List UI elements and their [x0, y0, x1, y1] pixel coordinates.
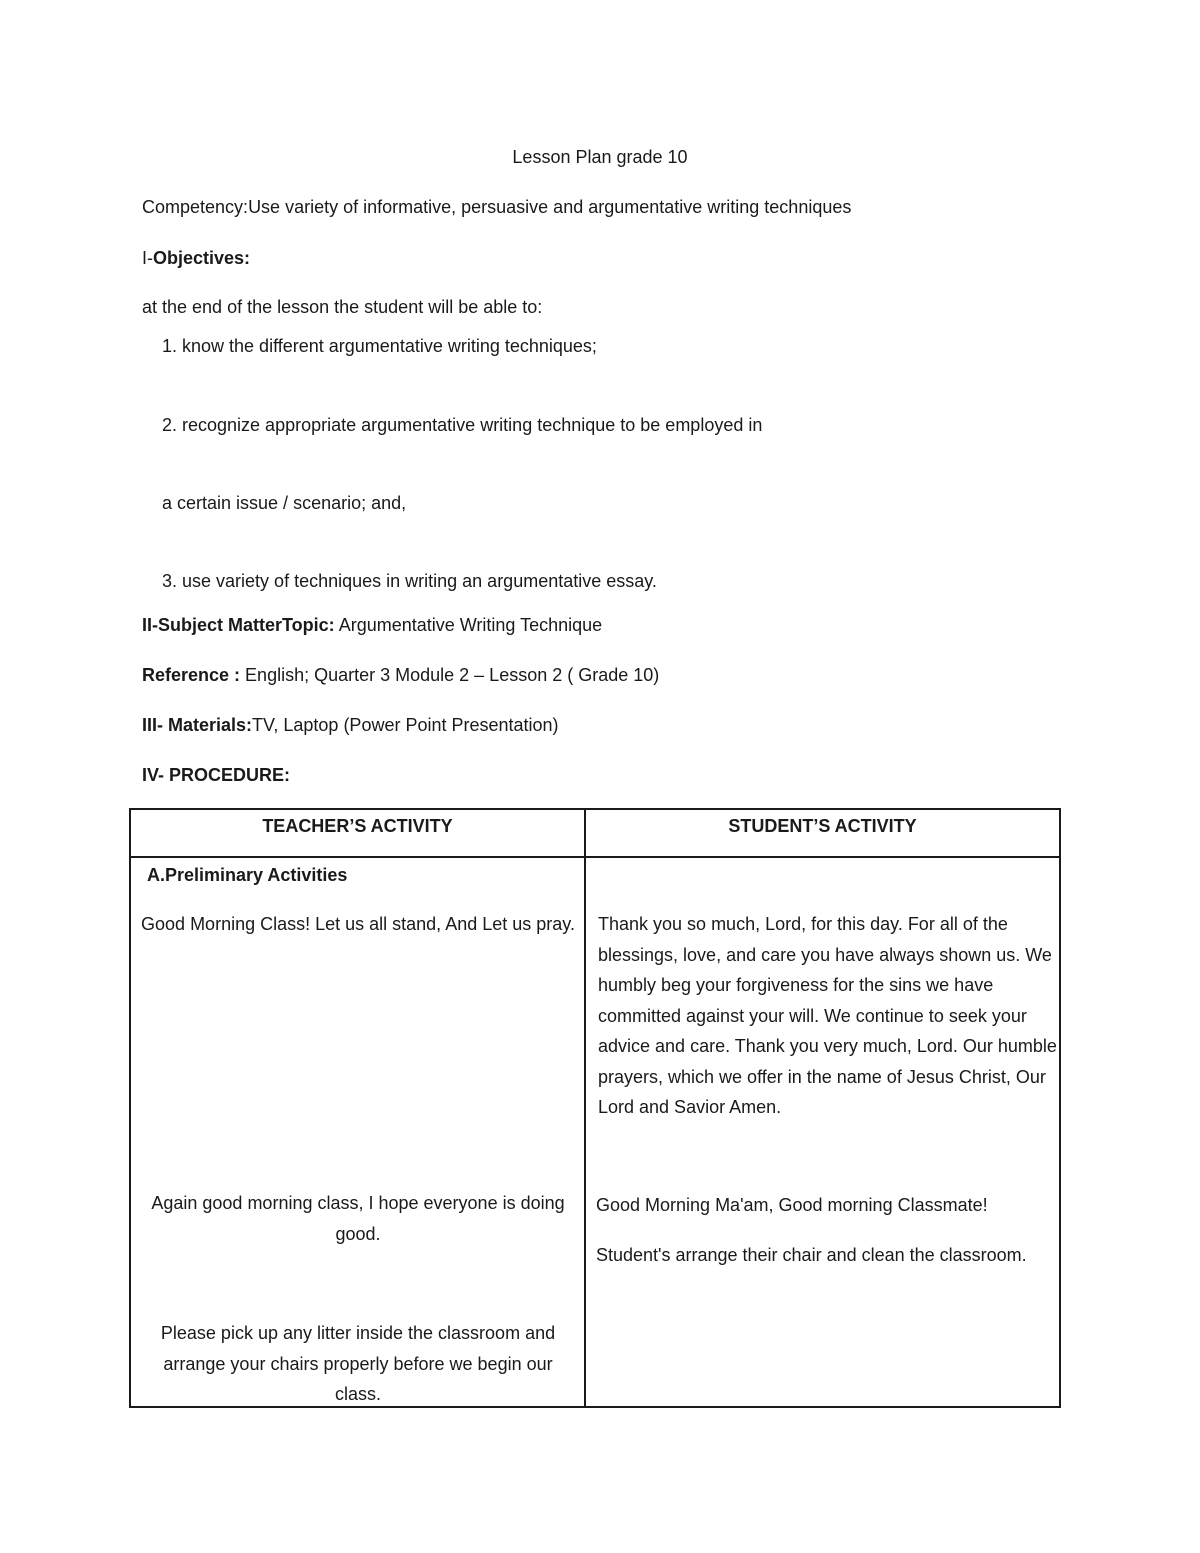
procedure-table — [129, 808, 1061, 1408]
objectives-intro: at the end of the lesson the student will be able to: — [142, 297, 543, 317]
reference-text: English; Quarter 3 Module 2 – Lesson 2 ( Grade 10) — [240, 665, 660, 685]
objective-item-2: 2. recognize appropriate argumentative writing technique to be employed in — [162, 415, 763, 435]
teacher-activity-header: TEACHER’S ACTIVITY — [130, 809, 585, 857]
subject-matter-line — [142, 614, 602, 636]
competency-label: Competency: — [142, 197, 249, 217]
student-activity-header: STUDENT’S ACTIVITY — [585, 809, 1060, 857]
preliminary-activities-heading: A.Preliminary Activities — [147, 865, 348, 885]
reference-label: Reference : — [142, 665, 241, 685]
competency-line — [142, 196, 851, 218]
student-activity-cell — [585, 857, 1060, 1407]
table-header-row — [130, 809, 1060, 857]
objective-item-2-cont: a certain issue / scenario; and, — [162, 493, 407, 513]
teacher-greeting: Good Morning Class! Let us all stand, And Let us pray. — [141, 914, 575, 934]
procedure-heading — [142, 764, 290, 786]
objectives-heading — [142, 247, 250, 269]
student-greeting: Good Morning Ma'am, Good morning Classmate! — [596, 1195, 988, 1215]
objective-item-3: 3. use variety of techniques in writing an argumentative essay. — [162, 571, 657, 591]
reference-line — [142, 664, 659, 686]
materials-label: III- Materials: — [142, 715, 253, 735]
student-prayer: Thank you so much, Lord, for this day. For all of the blessings, love, and care you have always shown us. We humbly beg your forgiveness for the sins we have committed against your will. We continue to seek your advice and care. Thank you very much, Lord. Our humble prayers, which we offer in the name of Jesus Christ, Our Lord and Savior Amen. — [598, 914, 1057, 1117]
page-title: Lesson Plan grade 10 — [512, 147, 688, 167]
table-row — [130, 857, 1060, 1407]
subject-matter-label: II-Subject MatterTopic: — [142, 615, 335, 635]
objectives-prefix: I- — [142, 248, 153, 268]
teacher-again-greeting: Again good morning class, I hope everyone is doing good. — [151, 1193, 565, 1244]
teacher-litter-instruction: Please pick up any litter inside the classroom and arrange your chairs properly before we begin our class. — [160, 1323, 556, 1404]
subject-matter-text: Argumentative Writing Technique — [334, 615, 603, 635]
competency-text: Use variety of informative, persuasive and argumentative writing techniques — [248, 197, 852, 217]
objectives-label: Objectives: — [153, 248, 251, 268]
materials-line — [142, 714, 559, 736]
student-arrange: Student's arrange their chair and clean the classroom. — [596, 1245, 1027, 1265]
materials-text: TV, Laptop (Power Point Presentation) — [252, 715, 559, 735]
procedure-label: IV- PROCEDURE: — [142, 765, 291, 785]
objective-item-1: 1. know the different argumentative writing techniques; — [162, 336, 597, 356]
teacher-activity-cell — [130, 857, 585, 1407]
